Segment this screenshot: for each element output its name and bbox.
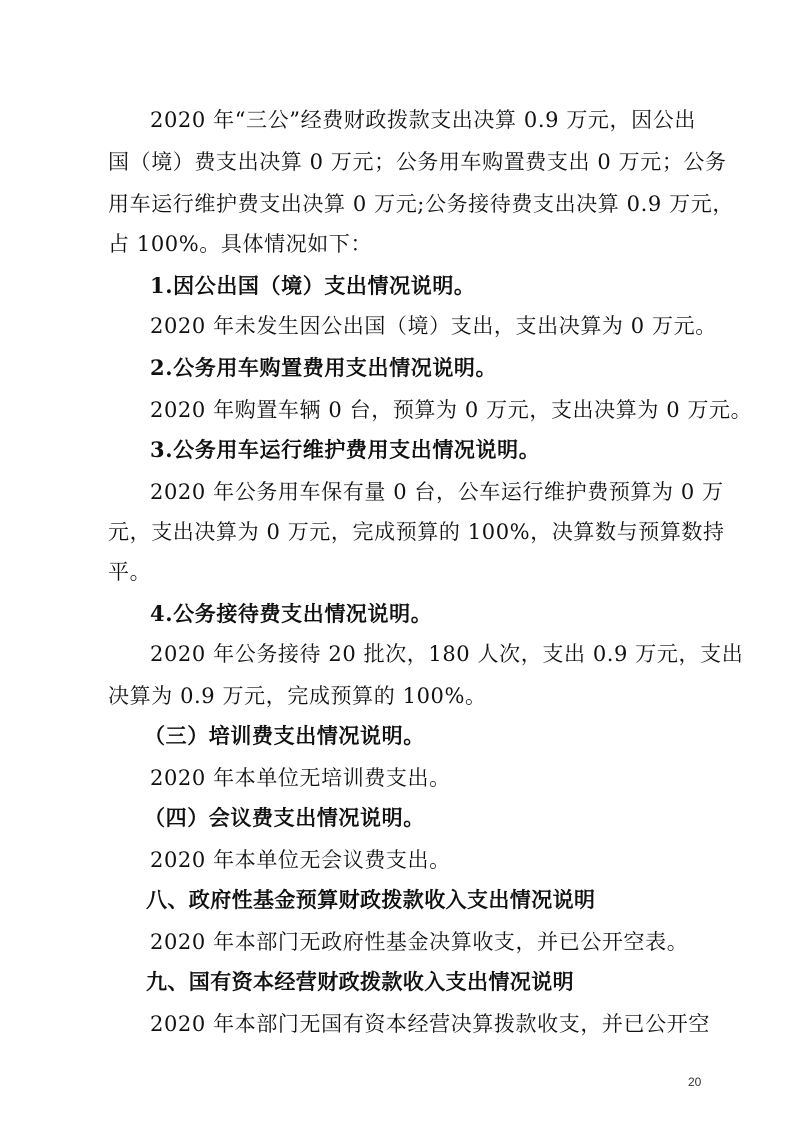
paragraph-line: 2020 年本部门无国有资本经营决算拨款收支，并已公开空	[150, 1012, 710, 1036]
paragraph-line: 2020 年未发生因公出国（境）支出，支出决算为 0 万元。	[150, 314, 717, 338]
paragraph-line: 2020 年公务用车保有量 0 台，公车运行维护费预算为 0 万	[150, 480, 724, 504]
paragraph-line: 决算为 0.9 万元，完成预算的 100%。	[108, 684, 487, 708]
paragraph-line: 占 100%。具体情况如下：	[108, 232, 373, 256]
paragraph-line: 2020 年公务接待 20 批次，180 人次，支出 0.9 万元，支出	[150, 642, 744, 666]
chapter-heading: 九、国有资本经营财政拨款收入支出情况说明	[146, 970, 574, 994]
section-heading: 1.因公出国（境）支出情况说明。	[150, 273, 476, 298]
page-number: 20	[688, 1075, 702, 1089]
section-heading: 4.公务接待费支出情况说明。	[150, 601, 433, 626]
paragraph-line: 国（境）费支出决算 0 万元；公务用车购置费支出 0 万元；公务	[108, 150, 727, 174]
paragraph-line: 用车运行维护费支出决算 0 万元;公务接待费支出决算 0.9 万元，	[108, 192, 734, 216]
section-heading: （四）会议费支出情况说明。	[144, 805, 425, 830]
section-heading: 3.公务用车运行维护费用支出情况说明。	[150, 437, 541, 462]
paragraph-line: 平。	[108, 560, 152, 584]
section-heading: （三）培训费支出情况说明。	[144, 723, 425, 748]
paragraph-line: 2020 年本单位无培训费支出。	[150, 766, 451, 790]
paragraph-line: 2020 年购置车辆 0 台，预算为 0 万元，支出决算为 0 万元。	[150, 398, 753, 422]
paragraph-line: 元，支出决算为 0 万元，完成预算的 100%，决算数与预算数持	[108, 520, 725, 544]
paragraph-line: 2020 年本单位无会议费支出。	[150, 848, 451, 872]
chapter-heading: 八、政府性基金预算财政拨款收入支出情况说明	[146, 888, 596, 912]
section-heading: 2.公务用车购置费用支出情况说明。	[150, 355, 498, 380]
paragraph-line: 2020 年“三公”经费财政拨款支出决算 0.9 万元，因公出	[150, 108, 696, 132]
paragraph-line: 2020 年本部门无政府性基金决算收支，并已公开空表。	[150, 930, 689, 954]
